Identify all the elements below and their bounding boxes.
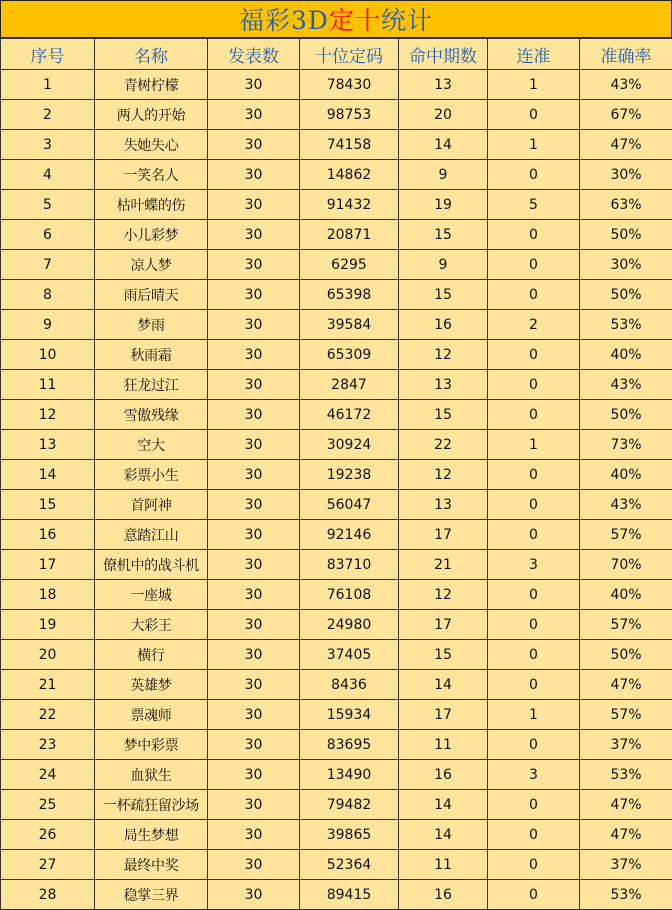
cell-tens-codes: 24980 [300,610,399,640]
cell-accuracy: 47% [580,820,672,850]
cell-streak: 0 [488,820,580,850]
cell-tens-codes: 6295 [300,250,399,280]
cell-index: 26 [1,820,95,850]
cell-accuracy: 37% [580,730,672,760]
cell-index: 7 [1,250,95,280]
cell-name: 英雄梦 [95,670,208,700]
cell-index: 18 [1,580,95,610]
cell-accuracy: 53% [580,880,672,910]
cell-hits: 9 [399,250,488,280]
cell-hits: 22 [399,430,488,460]
cell-published: 30 [208,460,300,490]
cell-streak: 3 [488,760,580,790]
cell-hits: 16 [399,310,488,340]
cell-tens-codes: 14862 [300,160,399,190]
cell-accuracy: 57% [580,520,672,550]
cell-name: 横行 [95,640,208,670]
title-highlight: 定十 [329,1,381,37]
cell-published: 30 [208,280,300,310]
table-row [1,820,672,850]
cell-published: 30 [208,130,300,160]
table-row [1,640,672,670]
table-row [1,790,672,820]
cell-streak: 0 [488,730,580,760]
cell-name: 空大 [95,430,208,460]
cell-tens-codes: 30924 [300,430,399,460]
cell-streak: 0 [488,790,580,820]
cell-streak: 0 [488,400,580,430]
cell-hits: 14 [399,820,488,850]
cell-published: 30 [208,700,300,730]
cell-hits: 15 [399,220,488,250]
cell-hits: 13 [399,70,488,100]
cell-tens-codes: 83695 [300,730,399,760]
cell-published: 30 [208,880,300,910]
cell-streak: 0 [488,220,580,250]
cell-hits: 16 [399,760,488,790]
cell-accuracy: 43% [580,370,672,400]
table-row [1,670,672,700]
cell-hits: 11 [399,850,488,880]
cell-index: 6 [1,220,95,250]
cell-streak: 0 [488,370,580,400]
cell-name: 局生梦想 [95,820,208,850]
cell-published: 30 [208,310,300,340]
cell-accuracy: 43% [580,490,672,520]
cell-index: 3 [1,130,95,160]
cell-name: 青树柠檬 [95,70,208,100]
title-suffix: 统计 [381,1,433,37]
table-row [1,850,672,880]
cell-tens-codes: 46172 [300,400,399,430]
cell-accuracy: 57% [580,610,672,640]
cell-streak: 0 [488,520,580,550]
cell-tens-codes: 19238 [300,460,399,490]
cell-name: 失她失心 [95,130,208,160]
cell-streak: 0 [488,280,580,310]
cell-hits: 17 [399,610,488,640]
cell-index: 10 [1,340,95,370]
cell-name: 梦雨 [95,310,208,340]
table-row [1,190,672,220]
cell-index: 19 [1,610,95,640]
cell-published: 30 [208,730,300,760]
cell-accuracy: 37% [580,850,672,880]
cell-tens-codes: 89415 [300,880,399,910]
cell-tens-codes: 20871 [300,220,399,250]
cell-index: 13 [1,430,95,460]
cell-accuracy: 50% [580,640,672,670]
cell-hits: 14 [399,790,488,820]
cell-accuracy: 50% [580,400,672,430]
cell-published: 30 [208,550,300,580]
cell-accuracy: 47% [580,130,672,160]
cell-name: 一笑名人 [95,160,208,190]
cell-published: 30 [208,70,300,100]
cell-index: 22 [1,700,95,730]
cell-hits: 15 [399,400,488,430]
cell-name: 雨后晴天 [95,280,208,310]
table-row [1,100,672,130]
cell-accuracy: 30% [580,250,672,280]
cell-tens-codes: 2847 [300,370,399,400]
cell-streak: 0 [488,250,580,280]
cell-hits: 17 [399,700,488,730]
cell-published: 30 [208,370,300,400]
header-accuracy: 准确率 [580,39,672,70]
cell-name: 稳掌三界 [95,880,208,910]
table-row [1,310,672,340]
cell-published: 30 [208,400,300,430]
cell-index: 28 [1,880,95,910]
cell-tens-codes: 78430 [300,70,399,100]
table-row [1,700,672,730]
header-row [1,39,672,70]
cell-streak: 1 [488,700,580,730]
cell-index: 11 [1,370,95,400]
cell-hits: 13 [399,490,488,520]
cell-accuracy: 53% [580,310,672,340]
cell-hits: 20 [399,100,488,130]
cell-accuracy: 47% [580,670,672,700]
cell-streak: 0 [488,340,580,370]
cell-hits: 9 [399,160,488,190]
cell-published: 30 [208,520,300,550]
cell-tens-codes: 83710 [300,550,399,580]
cell-index: 27 [1,850,95,880]
cell-published: 30 [208,160,300,190]
cell-published: 30 [208,490,300,520]
cell-name: 一杯疏狂留沙场 [95,790,208,820]
statistics-table [0,38,672,910]
cell-index: 5 [1,190,95,220]
cell-published: 30 [208,580,300,610]
sheet-title [0,0,672,38]
cell-accuracy: 73% [580,430,672,460]
cell-accuracy: 57% [580,700,672,730]
table-row [1,430,672,460]
cell-published: 30 [208,850,300,880]
cell-hits: 13 [399,370,488,400]
header-hits: 命中期数 [399,39,488,70]
cell-streak: 0 [488,850,580,880]
cell-accuracy: 30% [580,160,672,190]
cell-hits: 12 [399,580,488,610]
cell-index: 4 [1,160,95,190]
cell-accuracy: 50% [580,220,672,250]
cell-index: 17 [1,550,95,580]
cell-hits: 11 [399,730,488,760]
cell-tens-codes: 37405 [300,640,399,670]
cell-tens-codes: 65309 [300,340,399,370]
cell-name: 狂龙过江 [95,370,208,400]
cell-hits: 15 [399,280,488,310]
cell-tens-codes: 39584 [300,310,399,340]
cell-tens-codes: 76108 [300,580,399,610]
header-streak: 连准 [488,39,580,70]
cell-hits: 12 [399,460,488,490]
cell-accuracy: 70% [580,550,672,580]
cell-streak: 0 [488,610,580,640]
cell-tens-codes: 65398 [300,280,399,310]
cell-tens-codes: 56047 [300,490,399,520]
cell-tens-codes: 8436 [300,670,399,700]
cell-name: 两人的开始 [95,100,208,130]
cell-accuracy: 50% [580,280,672,310]
cell-index: 25 [1,790,95,820]
cell-index: 23 [1,730,95,760]
table-row [1,460,672,490]
table-body [1,70,672,910]
cell-hits: 14 [399,130,488,160]
cell-hits: 19 [399,190,488,220]
cell-index: 14 [1,460,95,490]
cell-published: 30 [208,760,300,790]
table-row [1,550,672,580]
cell-tens-codes: 79482 [300,790,399,820]
cell-tens-codes: 74158 [300,130,399,160]
cell-index: 2 [1,100,95,130]
cell-streak: 0 [488,880,580,910]
cell-tens-codes: 52364 [300,850,399,880]
cell-published: 30 [208,250,300,280]
cell-published: 30 [208,220,300,250]
cell-name: 意踏江山 [95,520,208,550]
cell-accuracy: 40% [580,340,672,370]
cell-index: 24 [1,760,95,790]
cell-name: 小儿彩梦 [95,220,208,250]
cell-index: 12 [1,400,95,430]
cell-tens-codes: 91432 [300,190,399,220]
cell-accuracy: 63% [580,190,672,220]
header-index: 序号 [1,39,95,70]
table-row [1,730,672,760]
cell-published: 30 [208,820,300,850]
cell-index: 15 [1,490,95,520]
cell-published: 30 [208,190,300,220]
cell-tens-codes: 15934 [300,700,399,730]
cell-published: 30 [208,670,300,700]
cell-accuracy: 40% [580,580,672,610]
table-row [1,760,672,790]
cell-accuracy: 67% [580,100,672,130]
cell-published: 30 [208,610,300,640]
cell-index: 20 [1,640,95,670]
title-prefix: 福彩3D [239,1,329,37]
cell-tens-codes: 92146 [300,520,399,550]
cell-accuracy: 43% [580,70,672,100]
cell-tens-codes: 39865 [300,820,399,850]
cell-streak: 0 [488,640,580,670]
cell-name: 雪傲残缘 [95,400,208,430]
cell-accuracy: 47% [580,790,672,820]
cell-name: 首阿神 [95,490,208,520]
cell-published: 30 [208,340,300,370]
cell-index: 9 [1,310,95,340]
cell-tens-codes: 98753 [300,100,399,130]
cell-published: 30 [208,640,300,670]
cell-name: 僚机中的战斗机 [95,550,208,580]
cell-published: 30 [208,430,300,460]
cell-streak: 0 [488,670,580,700]
table-row [1,340,672,370]
table-row [1,250,672,280]
cell-streak: 0 [488,580,580,610]
cell-streak: 1 [488,70,580,100]
table-row [1,220,672,250]
cell-index: 8 [1,280,95,310]
cell-hits: 15 [399,640,488,670]
table-row [1,610,672,640]
cell-name: 血狱生 [95,760,208,790]
cell-name: 最终中奖 [95,850,208,880]
cell-name: 大彩王 [95,610,208,640]
cell-streak: 1 [488,130,580,160]
cell-hits: 12 [399,340,488,370]
cell-name: 凉人梦 [95,250,208,280]
cell-name: 梦中彩票 [95,730,208,760]
cell-published: 30 [208,100,300,130]
cell-streak: 2 [488,310,580,340]
cell-hits: 16 [399,880,488,910]
header-name: 名称 [95,39,208,70]
header-published: 发表数 [208,39,300,70]
cell-accuracy: 53% [580,760,672,790]
cell-accuracy: 40% [580,460,672,490]
cell-index: 16 [1,520,95,550]
cell-streak: 5 [488,190,580,220]
cell-hits: 21 [399,550,488,580]
table-row [1,400,672,430]
table-row [1,280,672,310]
table-row [1,520,672,550]
cell-index: 1 [1,70,95,100]
cell-streak: 0 [488,460,580,490]
cell-tens-codes: 13490 [300,760,399,790]
cell-streak: 0 [488,160,580,190]
table-row [1,70,672,100]
cell-streak: 0 [488,100,580,130]
header-tens-codes: 十位定码 [300,39,399,70]
table-row [1,370,672,400]
table-row [1,880,672,910]
cell-streak: 3 [488,550,580,580]
table-row [1,580,672,610]
cell-hits: 14 [399,670,488,700]
cell-name: 票魂师 [95,700,208,730]
cell-name: 彩票小生 [95,460,208,490]
cell-name: 枯叶蝶的伤 [95,190,208,220]
cell-streak: 1 [488,430,580,460]
cell-hits: 17 [399,520,488,550]
cell-index: 21 [1,670,95,700]
cell-streak: 0 [488,490,580,520]
table-row [1,490,672,520]
table-row [1,160,672,190]
cell-published: 30 [208,790,300,820]
cell-name: 一座城 [95,580,208,610]
table-row [1,130,672,160]
cell-name: 秋雨霜 [95,340,208,370]
